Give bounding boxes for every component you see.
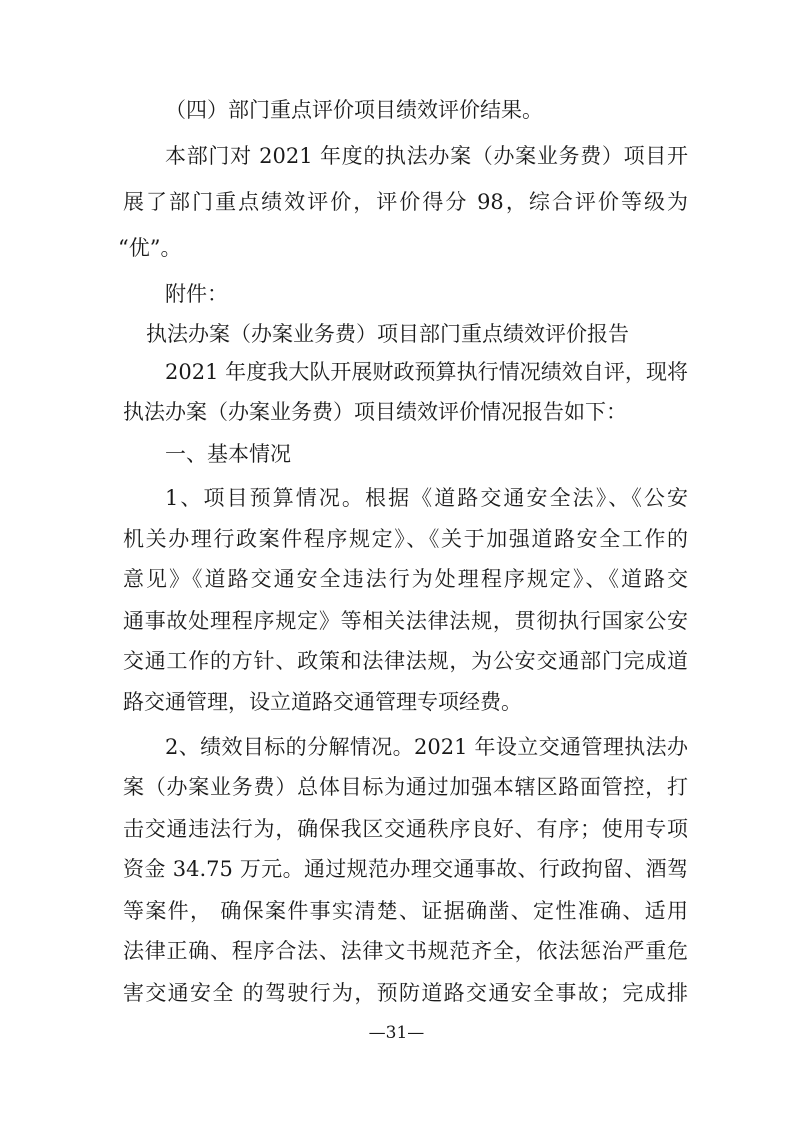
- paragraph-line: 执法办案（办案业务费）项目绩效评价情况报告如下：: [123, 400, 627, 424]
- paragraph-line: 意见》《道路交通安全违法行为处理程序规定》、《道路交: [123, 567, 688, 591]
- paragraph-line: 1、项目预算情况。根据《道路交通安全法》、《公安: [165, 486, 688, 510]
- paragraph-line: 路交通管理，设立道路交通管理专项经费。: [123, 690, 522, 714]
- paragraph-line: 2、绩效目标的分解情况。2021 年设立交通管理执法办: [165, 735, 688, 759]
- section-heading-basic: 一、基本情况: [165, 442, 291, 466]
- paragraph-line: 展了部门重点绩效评价，评价得分 98，综合评价等级为: [123, 190, 688, 214]
- paragraph-line: 机关办理行政案件程序规定》、《关于加强道路安全工作的: [123, 527, 688, 551]
- paragraph-line: 击交通违法行为，确保我区交通秩序良好、有序；使用专项: [123, 817, 688, 841]
- paragraph-line: 案（办案业务费）总体目标为通过加强本辖区路面管控，打: [123, 775, 688, 799]
- paragraph-line: 交通工作的方针、政策和法律法规，为公安交通部门完成道: [123, 649, 688, 673]
- paragraph-line: 本部门对 2021 年度的执法办案（办案业务费）项目开: [165, 144, 688, 168]
- paragraph-line: “优”。: [118, 236, 182, 260]
- paragraph-line: 资金 34.75 万元。通过规范办理交通事故、行政拘留、酒驾: [123, 857, 688, 881]
- paragraph-line: 通事故处理程序规定》等相关法律法规，贯彻执行国家公安: [123, 609, 688, 633]
- paragraph-line: 等案件， 确保案件事实清楚、证据确凿、定性准确、适用: [123, 899, 688, 923]
- section-heading: （四）部门重点评价项目绩效评价结果。: [165, 98, 543, 122]
- paragraph-line: 2021 年度我大队开展财政预算执行情况绩效自评，现将: [165, 360, 688, 384]
- page-number: —31—: [368, 1023, 425, 1043]
- paragraph-line: 法律正确、程序合法、法律文书规范齐全，依法惩治严重危: [123, 939, 688, 963]
- report-title: 执法办案（办案业务费）项目部门重点绩效评价报告: [146, 322, 629, 346]
- paragraph-line: 害交通安全 的驾驶行为，预防道路交通安全事故；完成排: [123, 981, 688, 1005]
- attachment-label: 附件：: [165, 282, 228, 306]
